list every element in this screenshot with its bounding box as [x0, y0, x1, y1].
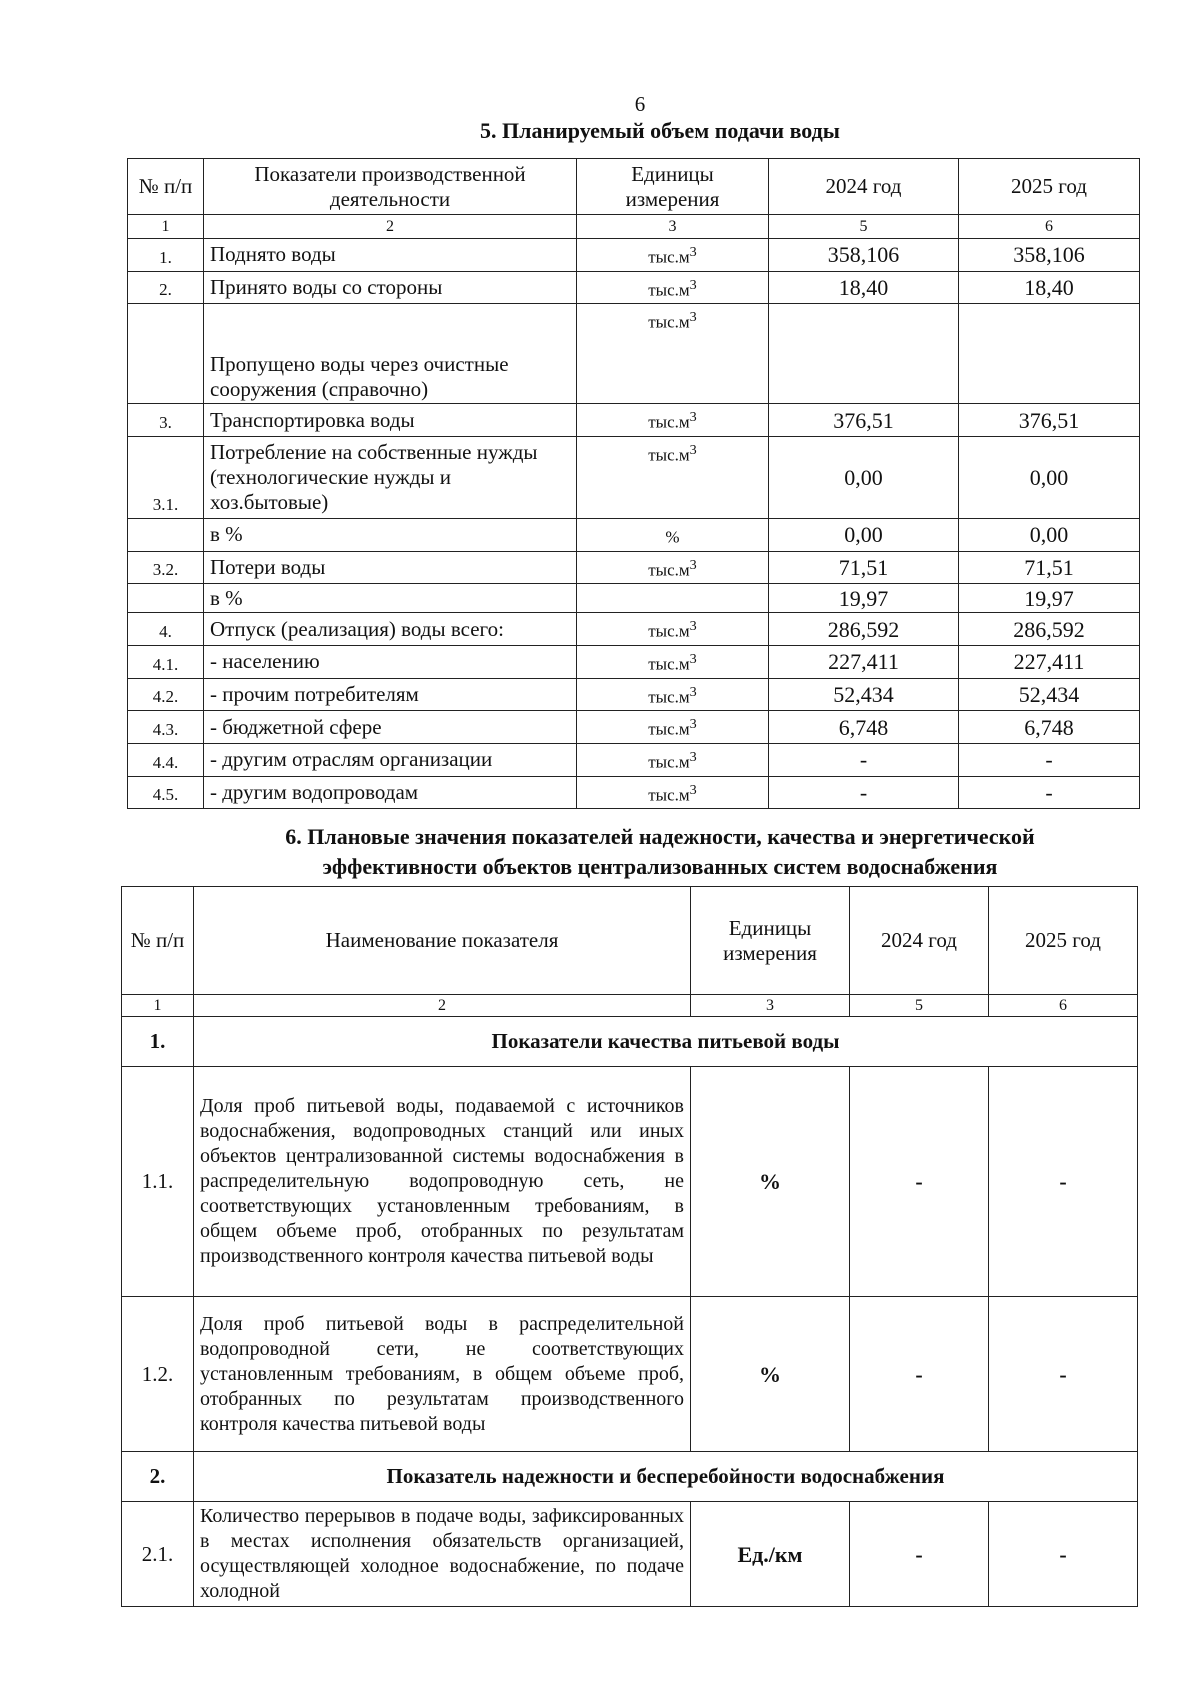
row-name: - другим отраслям организации — [204, 743, 577, 776]
row-number: 1. — [128, 239, 204, 272]
row-number: 4.1. — [128, 645, 204, 678]
row-unit: $тыс.м^3$ — [577, 645, 769, 678]
row-number: 1.1. — [122, 1067, 194, 1297]
group-number: 1. — [122, 1017, 194, 1067]
value-2025: 376,51 — [959, 404, 1140, 437]
table-row — [128, 271, 1140, 304]
row-name: Транспортировка воды — [204, 404, 577, 437]
value-2025: 227,411 — [959, 645, 1140, 678]
table-row — [128, 678, 1140, 711]
table-row — [128, 645, 1140, 678]
row-unit: $тыс.м^3$ — [577, 239, 769, 272]
header-unit: Единицы измерения — [577, 159, 769, 215]
column-number: 5 — [850, 995, 989, 1017]
row-number — [128, 304, 204, 404]
row-name: Доля проб питьевой воды, подаваемой с источников водоснабжения, водопроводных станций или иных объектов централизованной системы водоснабжения в распределительную водопроводную сеть, не соответствующих установленным требованиям, в общем объеме проб, отобранных по результатам производственного контроля качества питьевой воды — [194, 1067, 691, 1297]
row-name: Принято воды со стороны — [204, 271, 577, 304]
row-name: - бюджетной сфере — [204, 711, 577, 744]
row-number: 1.2. — [122, 1297, 194, 1452]
row-name: Потери воды — [204, 551, 577, 584]
page-number: 6 — [634, 92, 646, 116]
row-unit: $тыс.м^3$ — [577, 304, 769, 404]
reliability-indicators-table — [121, 886, 1138, 1607]
table-row — [128, 518, 1140, 551]
row-number: 4.2. — [128, 678, 204, 711]
value-2025: 286,592 — [959, 613, 1140, 646]
value-2024: - — [850, 1502, 989, 1607]
value-2024: 52,434 — [769, 678, 959, 711]
table-row — [128, 239, 1140, 272]
table-header-row — [128, 159, 1140, 215]
column-number: 2 — [204, 215, 577, 239]
row-unit: % — [691, 1067, 850, 1297]
table-row — [128, 776, 1140, 809]
row-name: - прочим потребителям — [204, 678, 577, 711]
value-2024: - — [769, 743, 959, 776]
value-2024: 71,51 — [769, 551, 959, 584]
row-name: Пропущено воды через очистные сооружения (справочно) — [204, 304, 577, 404]
group-title: Показатели качества питьевой воды — [194, 1017, 1138, 1067]
column-number: 3 — [577, 215, 769, 239]
section-6-title-line-2: эффективности объектов централизованных систем водоснабжения — [322, 854, 998, 879]
value-2024: 286,592 — [769, 613, 959, 646]
row-number: 3. — [128, 404, 204, 437]
group-number: 2. — [122, 1452, 194, 1502]
value-2024: 0,00 — [769, 436, 959, 518]
value-2025: - — [989, 1297, 1138, 1452]
row-number: 3.1. — [128, 436, 204, 518]
value-2025: - — [989, 1067, 1138, 1297]
header-num: № п/п — [128, 159, 204, 215]
value-2025: 71,51 — [959, 551, 1140, 584]
row-name: - другим водопроводам — [204, 776, 577, 809]
group-row — [122, 1017, 1138, 1067]
group-row — [122, 1452, 1138, 1502]
row-unit: $тыс.м^3$ — [577, 711, 769, 744]
row-unit — [577, 584, 769, 613]
value-2024: 227,411 — [769, 645, 959, 678]
column-number: 5 — [769, 215, 959, 239]
value-2024: 0,00 — [769, 518, 959, 551]
value-2024: - — [850, 1067, 989, 1297]
row-unit: $тыс.м^3$ — [577, 271, 769, 304]
row-unit: % — [577, 518, 769, 551]
value-2025: 0,00 — [959, 436, 1140, 518]
row-number: 4. — [128, 613, 204, 646]
row-name: - населению — [204, 645, 577, 678]
row-unit: $тыс.м^3$ — [577, 436, 769, 518]
row-unit: % — [691, 1297, 850, 1452]
column-number: 6 — [989, 995, 1138, 1017]
section-5-title: 5. Планируемый объем подачи воды — [480, 118, 840, 143]
table-row — [128, 551, 1140, 584]
header-2025: 2025 год — [989, 887, 1138, 995]
row-unit: $тыс.м^3$ — [577, 776, 769, 809]
value-2024: 18,40 — [769, 271, 959, 304]
value-2024 — [769, 304, 959, 404]
column-number: 3 — [691, 995, 850, 1017]
header-indicator-name: Наименование показателя — [194, 887, 691, 995]
value-2025: 52,434 — [959, 678, 1140, 711]
row-name: в % — [204, 584, 577, 613]
table-row — [122, 1502, 1138, 1607]
row-name: Количество перерывов в подаче воды, зафиксированных в местах исполнения обязательств организацией, осуществляющей холодное водоснабжение, по подаче холодной — [194, 1502, 691, 1607]
table-row — [122, 1297, 1138, 1452]
header-2024: 2024 год — [850, 887, 989, 995]
column-number: 2 — [194, 995, 691, 1017]
row-name: Отпуск (реализация) воды всего: — [204, 613, 577, 646]
row-unit: $тыс.м^3$ — [577, 613, 769, 646]
row-unit: $тыс.м^3$ — [577, 404, 769, 437]
row-unit: $тыс.м^3$ — [577, 743, 769, 776]
column-number: 6 — [959, 215, 1140, 239]
section-6-title — [0, 822, 1200, 882]
row-number: 2.1. — [122, 1502, 194, 1607]
row-number: 4.3. — [128, 711, 204, 744]
table-header-row — [122, 887, 1138, 995]
header-num: № п/п — [122, 887, 194, 995]
table-row — [128, 436, 1140, 518]
value-2025 — [959, 304, 1140, 404]
row-number: 3.2. — [128, 551, 204, 584]
row-unit: Ед./км — [691, 1502, 850, 1607]
table-row — [128, 584, 1140, 613]
value-2025: - — [959, 776, 1140, 809]
row-name: Поднято воды — [204, 239, 577, 272]
row-unit: $тыс.м^3$ — [577, 551, 769, 584]
column-number-row — [122, 995, 1138, 1017]
value-2024: 6,748 — [769, 711, 959, 744]
value-2024: 19,97 — [769, 584, 959, 613]
row-name: Потребление на собственные нужды (технологические нужды и хоз.бытовые) — [204, 436, 577, 518]
header-2025: 2025 год — [959, 159, 1140, 215]
row-number: 4.5. — [128, 776, 204, 809]
value-2024: 376,51 — [769, 404, 959, 437]
value-2025: 6,748 — [959, 711, 1140, 744]
table-row — [128, 613, 1140, 646]
row-name: Доля проб питьевой воды в распределительной водопроводной сети, не соответствующих установленным требованиям, в общем объеме проб, отобранных по результатам производственного контроля качества питьевой воды — [194, 1297, 691, 1452]
header-unit: Единицы измерения — [691, 887, 850, 995]
value-2025: 0,00 — [959, 518, 1140, 551]
row-name: в % — [204, 518, 577, 551]
value-2025: 18,40 — [959, 271, 1140, 304]
column-number: 1 — [122, 995, 194, 1017]
value-2025: - — [989, 1502, 1138, 1607]
header-indicator: Показатели производственной деятельности — [204, 159, 577, 215]
table-row — [128, 304, 1140, 404]
row-number — [128, 518, 204, 551]
table-row — [128, 711, 1140, 744]
section-6-title-line-1: 6. Плановые значения показателей надежности, качества и энергетической — [285, 824, 1035, 849]
row-number — [128, 584, 204, 613]
value-2025: 19,97 — [959, 584, 1140, 613]
row-number: 2. — [128, 271, 204, 304]
value-2024: - — [769, 776, 959, 809]
value-2025: - — [959, 743, 1140, 776]
value-2024: 358,106 — [769, 239, 959, 272]
table-row — [128, 743, 1140, 776]
row-number: 4.4. — [128, 743, 204, 776]
table-row — [122, 1067, 1138, 1297]
column-number-row — [128, 215, 1140, 239]
group-title: Показатель надежности и бесперебойности водоснабжения — [194, 1452, 1138, 1502]
table-row — [128, 404, 1140, 437]
water-supply-volume-table — [127, 158, 1140, 809]
row-unit: $тыс.м^3$ — [577, 678, 769, 711]
header-2024: 2024 год — [769, 159, 959, 215]
value-2024: - — [850, 1297, 989, 1452]
column-number: 1 — [128, 215, 204, 239]
value-2025: 358,106 — [959, 239, 1140, 272]
